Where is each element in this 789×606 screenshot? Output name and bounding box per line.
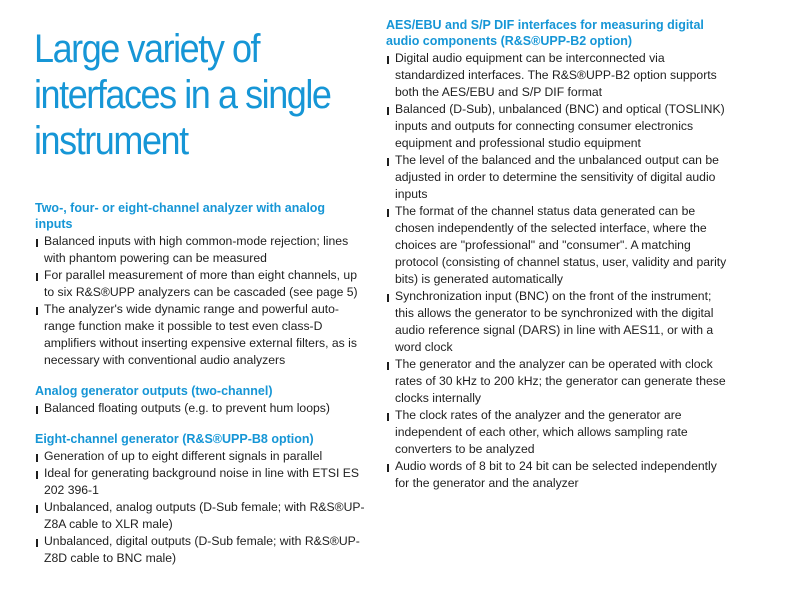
list-item: [35, 400, 365, 417]
list-item-text: Unbalanced, analog outputs (D-Sub female; with R&S®UP-Z8A cable to XLR male): [44, 500, 365, 531]
bullet-bar-icon: [387, 294, 389, 302]
list-item: [386, 288, 731, 356]
list-item: [35, 465, 365, 499]
bullet-bar-icon: [36, 539, 38, 547]
list-item-text: Unbalanced, digital outputs (D-Sub female; with R&S®UP-Z8D cable to BNC male): [44, 534, 360, 565]
list-item: [35, 533, 365, 567]
list-item: [386, 458, 731, 492]
list-item: [386, 203, 731, 288]
list-item-text: Generation of up to eight different signals in parallel: [44, 449, 323, 463]
bullet-bar-icon: [36, 273, 38, 281]
list-item: [386, 101, 731, 152]
section-heading: Analog generator outputs (two-channel): [35, 384, 273, 398]
bullet-bar-icon: [387, 209, 389, 217]
bullet-list: [35, 233, 365, 369]
list-item-text: The analyzer's wide dynamic range and powerful auto-range function make it possible to test even class-D amplifiers without inserting expensive external filters, as is necessary with conventional audio analyzers: [44, 302, 357, 367]
section-heading: AES/EBU and S/P DIF interfaces for measuring digital audio components (R&S®UPP-B2 option): [386, 18, 704, 48]
section-analyzer-inputs: [35, 200, 365, 369]
bullet-bar-icon: [36, 454, 38, 462]
section-heading: Eight-channel generator (R&S®UPP-B8 option): [35, 432, 314, 446]
list-item: [386, 152, 731, 203]
list-item-text: Ideal for generating background noise in line with ETSI ES 202 396-1: [44, 466, 360, 497]
bullet-bar-icon: [387, 107, 389, 115]
list-item: [386, 356, 731, 407]
bullet-bar-icon: [387, 464, 389, 472]
section-analog-generator: [35, 383, 365, 417]
bullet-list: [386, 50, 731, 492]
list-item-text: Synchronization input (BNC) on the front of the instrument; this allows the generator to be synchronized with the digital audio reference signal (DARS) in line with AES11, or with a word clock: [395, 289, 714, 354]
bullet-bar-icon: [36, 406, 38, 414]
bullet-bar-icon: [36, 307, 38, 315]
list-item-text: Balanced (D-Sub), unbalanced (BNC) and optical (TOSLINK) inputs and outputs for connecting consumer electronics equipment and professional studio equipment: [395, 102, 725, 150]
list-item: [386, 50, 731, 101]
list-item-text: Digital audio equipment can be interconnected via standardized interfaces. The R&S®UPP-B2 option supports both the AES/EBU and S/P DIF format: [395, 51, 717, 99]
bullet-list: [35, 400, 365, 417]
section-heading: Two-, four- or eight-channel analyzer with analog inputs: [35, 201, 326, 231]
section-eight-channel-generator: [35, 431, 365, 567]
list-item: [35, 301, 365, 369]
bullet-bar-icon: [387, 362, 389, 370]
left-column: [35, 200, 365, 581]
list-item-text: Audio words of 8 bit to 24 bit can be selected independently for the generator and the analyzer: [395, 459, 717, 490]
list-item-text: The clock rates of the analyzer and the generator are independent of each other, which allows sampling rate converters to be analyzed: [395, 408, 688, 456]
list-item-text: The generator and the analyzer can be operated with clock rates of 30 kHz to 200 kHz; the generator can generate these clocks internally: [395, 357, 726, 405]
list-item-text: Balanced inputs with high common-mode rejection; lines with phantom powering can be measured: [44, 234, 349, 265]
bullet-list: [35, 448, 365, 567]
bullet-bar-icon: [387, 56, 389, 64]
section-digital-interfaces: [386, 17, 731, 492]
right-column: [386, 17, 731, 492]
bullet-bar-icon: [387, 158, 389, 166]
list-item-text: Balanced floating outputs (e.g. to prevent hum loops): [44, 401, 330, 415]
bullet-bar-icon: [36, 239, 38, 247]
list-item: [35, 233, 365, 267]
page-title: Large variety of interfaces in a single instrument: [34, 27, 331, 163]
list-item-text: The format of the channel status data generated can be chosen independently of the selected interface, where the choices are "professional" and "consumer". A matching protocol (consisting of channel status, user, validity and parity bits) is generated automatically: [395, 204, 727, 286]
list-item: [35, 448, 365, 465]
bullet-bar-icon: [36, 471, 38, 479]
list-item: [35, 267, 365, 301]
list-item: [35, 499, 365, 533]
list-item-text: For parallel measurement of more than eight channels, up to six R&S®UPP analyzers can be cascaded (see page 5): [44, 268, 358, 299]
bullet-bar-icon: [387, 413, 389, 421]
list-item-text: The level of the balanced and the unbalanced output can be adjusted in order to determine the sensitivity of digital audio inputs: [395, 153, 719, 201]
bullet-bar-icon: [36, 505, 38, 513]
list-item: [386, 407, 731, 458]
